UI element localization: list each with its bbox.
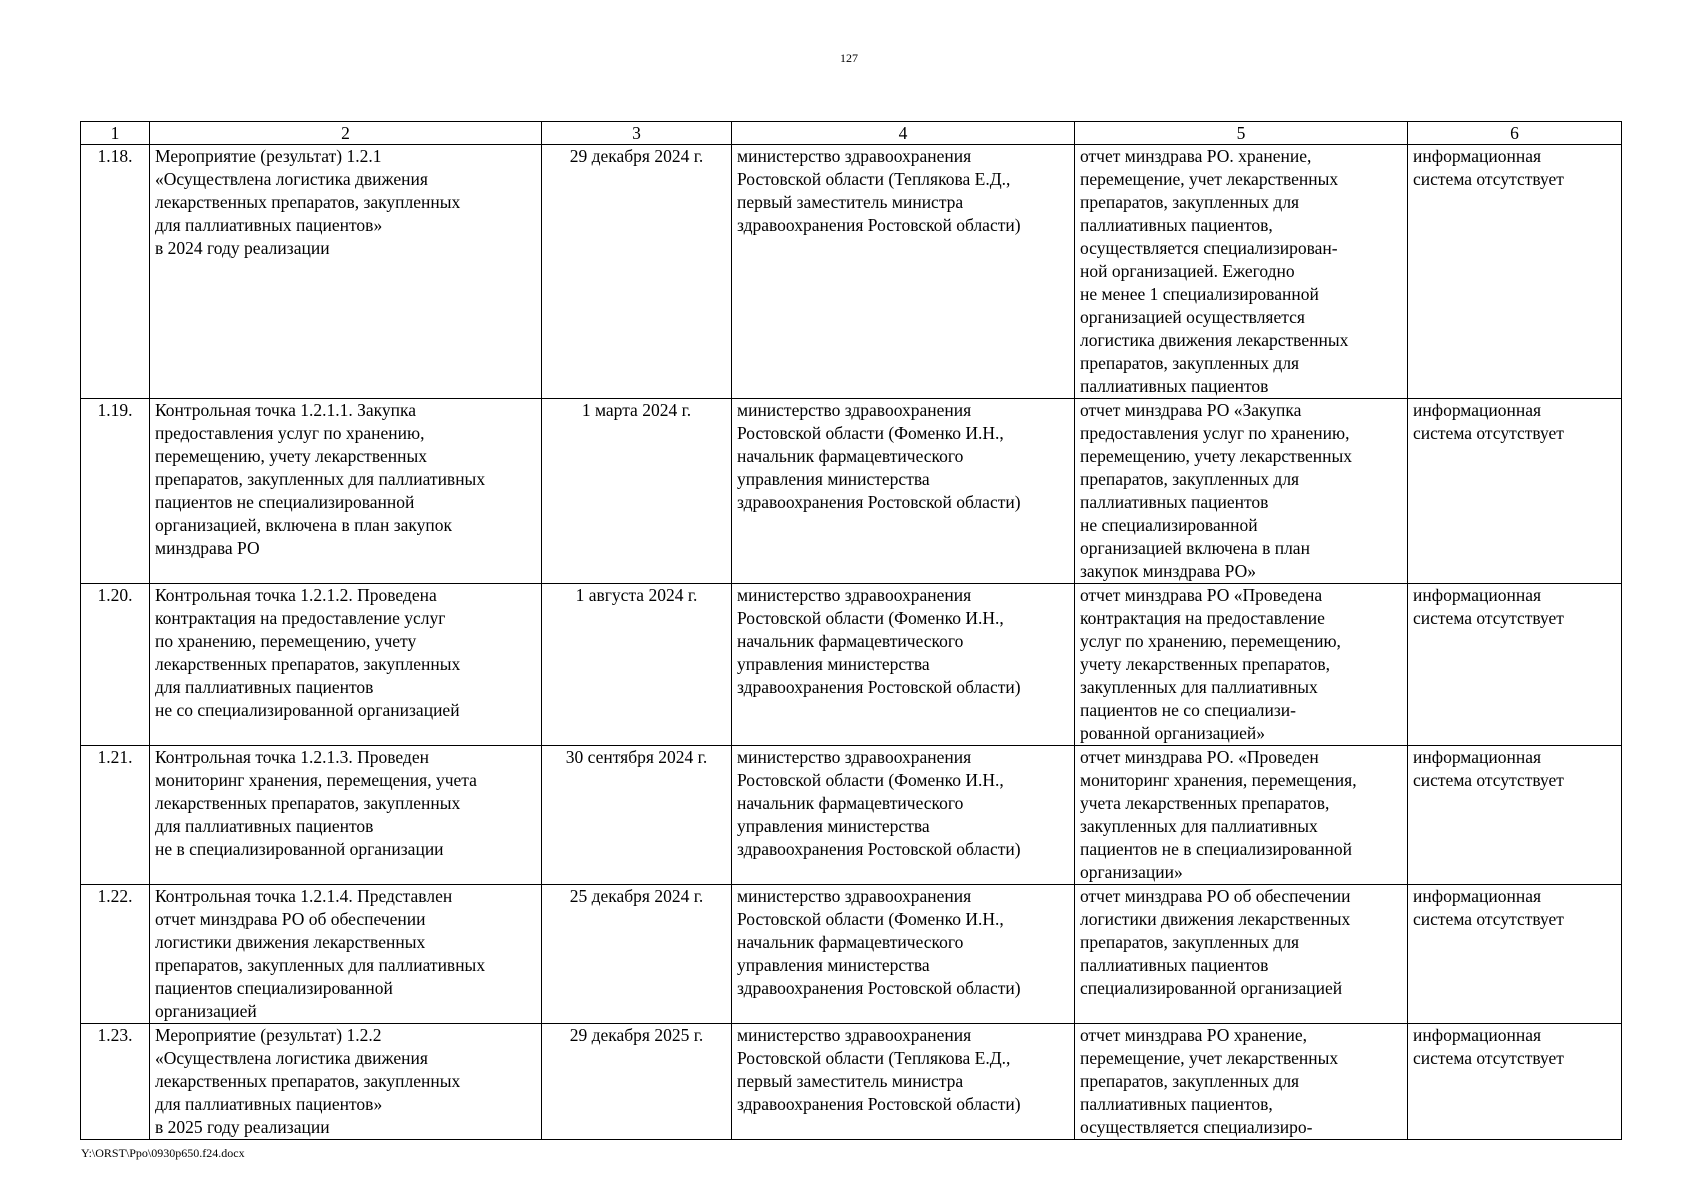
date-cell: 1 августа 2024 г. xyxy=(542,584,732,746)
date-cell: 29 декабря 2024 г. xyxy=(542,145,732,399)
date-cell: 29 декабря 2025 г. xyxy=(542,1024,732,1140)
date-cell: 30 сентября 2024 г. xyxy=(542,746,732,885)
responsible-cell: министерство здравоохранения Ростовской области (Теплякова Е.Д., первый заместитель министра здравоохранения Ростовской области) xyxy=(732,1024,1075,1140)
table-row xyxy=(81,584,1622,746)
system-cell: информационная система отсутствует xyxy=(1408,145,1622,399)
system-cell: информационная система отсутствует xyxy=(1408,399,1622,584)
header-col-1: 1 xyxy=(81,122,150,145)
table-row xyxy=(81,746,1622,885)
page-number: 127 xyxy=(840,51,858,65)
footer-file-path: Y:\ORST\Ppo\0930p650.f24.docx xyxy=(81,1146,245,1160)
header-col-4: 4 xyxy=(732,122,1075,145)
header-row xyxy=(81,122,1622,145)
document-cell: отчет минздрава РО об обеспечении логистики движения лекарственных препаратов, закупленных для паллиативных пациентов специализированной организацией xyxy=(1075,885,1408,1024)
header-col-2: 2 xyxy=(150,122,542,145)
responsible-cell: министерство здравоохранения Ростовской области (Фоменко И.Н., начальник фармацевтического управления министерства здравоохранения Ростовской области) xyxy=(732,885,1075,1024)
system-cell: информационная система отсутствует xyxy=(1408,746,1622,885)
system-cell: информационная система отсутствует xyxy=(1408,885,1622,1024)
row-number: 1.18. xyxy=(81,145,150,399)
event-cell: Мероприятие (результат) 1.2.1 «Осуществлена логистика движения лекарственных препаратов, закупленных для паллиативных пациентов» в 2024 году реализации xyxy=(150,145,542,399)
header-col-6: 6 xyxy=(1408,122,1622,145)
row-number: 1.19. xyxy=(81,399,150,584)
event-cell: Контрольная точка 1.2.1.4. Представлен отчет минздрава РО об обеспечении логистики движения лекарственных препаратов, закупленных для паллиативных пациентов специализированной организацией xyxy=(150,885,542,1024)
document-cell: отчет минздрава РО. «Проведен мониторинг хранения, перемещения, учета лекарственных препаратов, закупленных для паллиативных пациентов не в специализированной организации» xyxy=(1075,746,1408,885)
responsible-cell: министерство здравоохранения Ростовской области (Теплякова Е.Д., первый заместитель министра здравоохранения Ростовской области) xyxy=(732,145,1075,399)
document-cell: отчет минздрава РО. хранение, перемещение, учет лекарственных препаратов, закупленных для паллиативных пациентов, осуществляется специализирован- ной организацией. Ежегодно не менее 1 специализированной организацией осуществляется логистика движения лекарственных препаратов, закупленных для паллиативных пациентов xyxy=(1075,145,1408,399)
row-number: 1.21. xyxy=(81,746,150,885)
date-cell: 25 декабря 2024 г. xyxy=(542,885,732,1024)
responsible-cell: министерство здравоохранения Ростовской области (Фоменко И.Н., начальник фармацевтического управления министерства здравоохранения Ростовской области) xyxy=(732,584,1075,746)
document-cell: отчет минздрава РО хранение, перемещение, учет лекарственных препаратов, закупленных для паллиативных пациентов, осуществляется специализиро- xyxy=(1075,1024,1408,1140)
responsible-cell: министерство здравоохранения Ростовской области (Фоменко И.Н., начальник фармацевтического управления министерства здравоохранения Ростовской области) xyxy=(732,746,1075,885)
system-cell: информационная система отсутствует xyxy=(1408,584,1622,746)
document-cell: отчет минздрава РО «Закупка предоставления услуг по хранению, перемещению, учету лекарственных препаратов, закупленных для паллиативных пациентов не специализированной организацией включена в план закупок минздрава РО» xyxy=(1075,399,1408,584)
table-row xyxy=(81,399,1622,584)
event-cell: Контрольная точка 1.2.1.1. Закупка предоставления услуг по хранению, перемещению, учету лекарственных препаратов, закупленных для паллиативных пациентов не специализированной организацией, включена в план закупок минздрава РО xyxy=(150,399,542,584)
plan-table xyxy=(80,121,1622,1140)
system-cell: информационная система отсутствует xyxy=(1408,1024,1622,1140)
table-row xyxy=(81,885,1622,1024)
header-col-3: 3 xyxy=(542,122,732,145)
table-row xyxy=(81,145,1622,399)
header-col-5: 5 xyxy=(1075,122,1408,145)
document-cell: отчет минздрава РО «Проведена контрактация на предоставление услуг по хранению, перемещению, учету лекарственных препаратов, закупленных для паллиативных пациентов не со специализи- рованной организацией» xyxy=(1075,584,1408,746)
row-number: 1.20. xyxy=(81,584,150,746)
event-cell: Контрольная точка 1.2.1.3. Проведен мониторинг хранения, перемещения, учета лекарственных препаратов, закупленных для паллиативных пациентов не в специализированной организации xyxy=(150,746,542,885)
row-number: 1.22. xyxy=(81,885,150,1024)
date-cell: 1 марта 2024 г. xyxy=(542,399,732,584)
event-cell: Мероприятие (результат) 1.2.2 «Осуществлена логистика движения лекарственных препаратов, закупленных для паллиативных пациентов» в 2025 году реализации xyxy=(150,1024,542,1140)
event-cell: Контрольная точка 1.2.1.2. Проведена контрактация на предоставление услуг по хранению, перемещению, учету лекарственных препаратов, закупленных для паллиативных пациентов не со специализированной организацией xyxy=(150,584,542,746)
responsible-cell: министерство здравоохранения Ростовской области (Фоменко И.Н., начальник фармацевтического управления министерства здравоохранения Ростовской области) xyxy=(732,399,1075,584)
row-number: 1.23. xyxy=(81,1024,150,1140)
table-row xyxy=(81,1024,1622,1140)
